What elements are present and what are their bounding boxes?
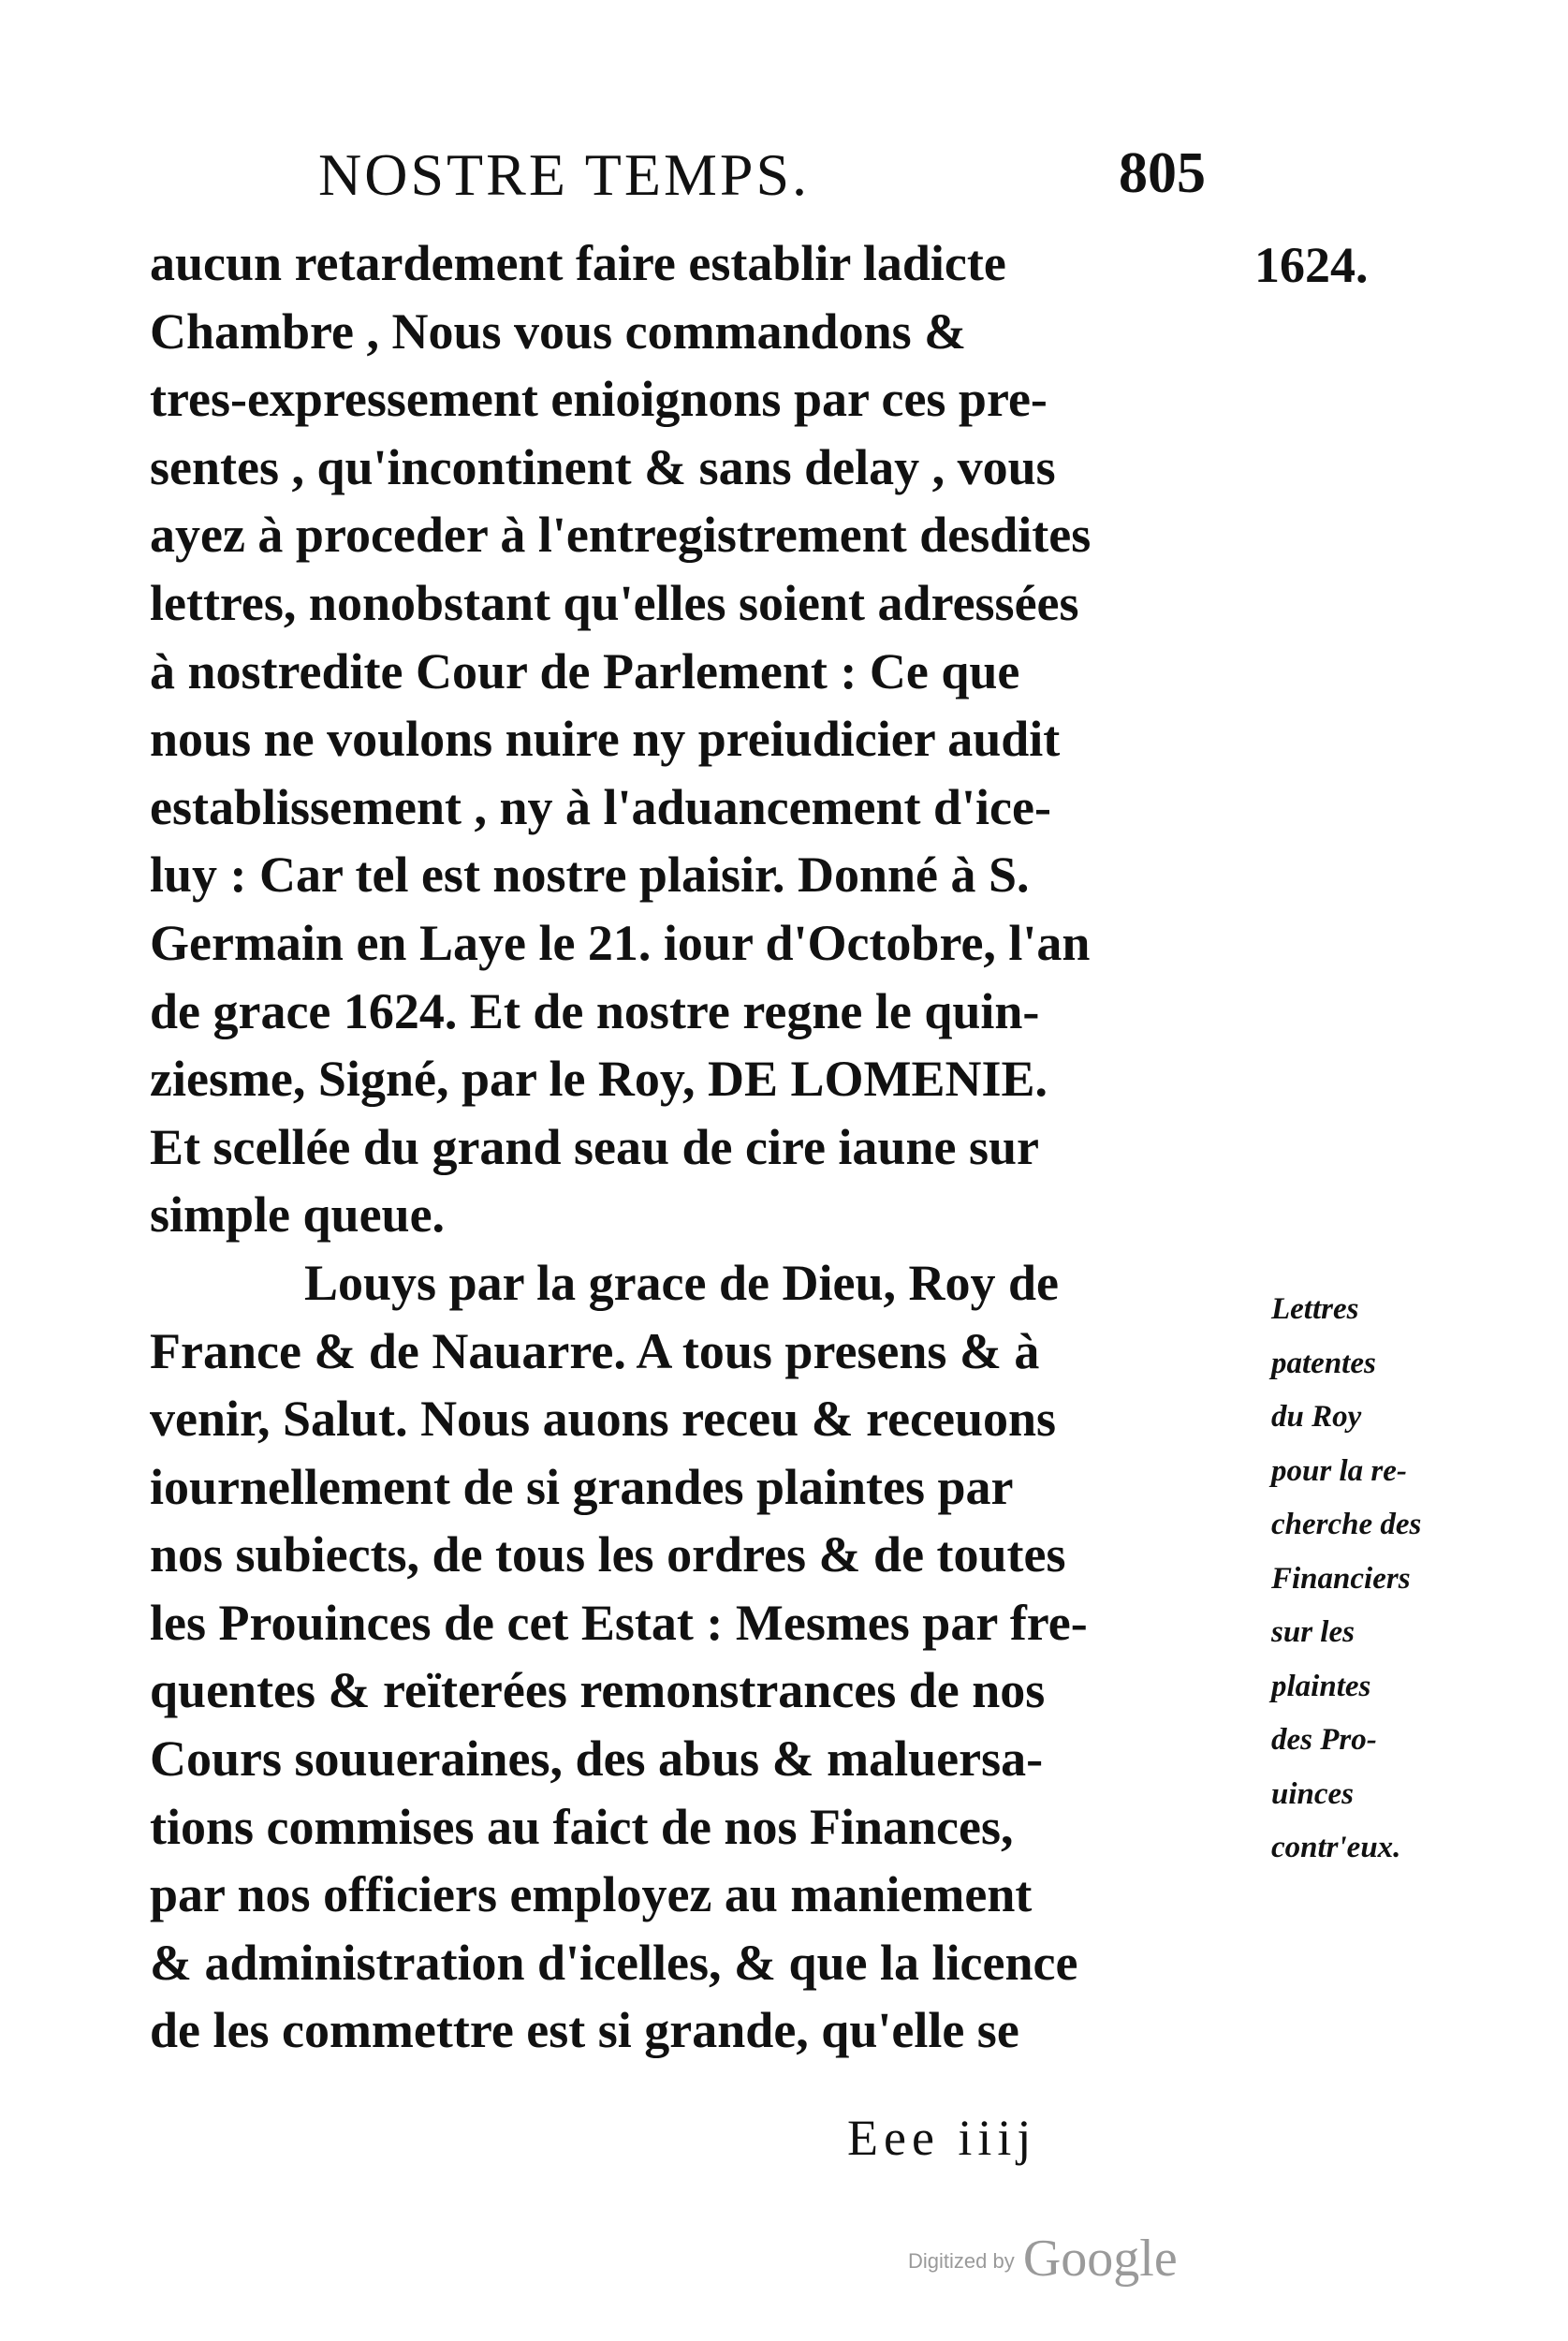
page-number: 805 bbox=[1119, 141, 1206, 205]
text-line: sentes , qu'incontinent & sans delay , vous bbox=[150, 438, 1056, 495]
text-line: simple queue. bbox=[150, 1186, 446, 1244]
sidenote-line: uinces bbox=[1271, 1776, 1355, 1811]
text-line: de grace 1624. Et de nostre regne le quin- bbox=[150, 982, 1040, 1039]
text-line: Chambre , Nous vous commandons & bbox=[150, 302, 967, 360]
text-line: France & de Nauarre. A tous presens & à bbox=[150, 1322, 1040, 1379]
text-line: iournellement de si grandes plaintes par bbox=[150, 1458, 1014, 1515]
body-text bbox=[150, 229, 1273, 2065]
text-line: de les commettre est si grande, qu'elle se bbox=[150, 2002, 1019, 2059]
text-line: Germain en Laye le 21. iour d'Octobre, l'an bbox=[150, 914, 1091, 971]
text-line: luy : Car tel est nostre plaisir. Donné à S. bbox=[150, 847, 1030, 904]
text-line: nos subiects, de tous les ordres & de toutes bbox=[150, 1526, 1066, 1583]
text-line: ziesme, Signé, par le Roy, DE LOMENIE. bbox=[150, 1051, 1048, 1108]
text-line: quentes & reïterées remonstrances de nos bbox=[150, 1662, 1046, 1719]
sidenote-line: du Roy bbox=[1271, 1400, 1362, 1434]
text-line: venir, Salut. Nous auons receu & receuons bbox=[150, 1391, 1057, 1448]
sidenote-line: Lettres bbox=[1271, 1292, 1359, 1326]
sidenote-line: des Pro- bbox=[1271, 1723, 1377, 1757]
text-line: & administration d'icelles, & que la licence bbox=[150, 1934, 1078, 1991]
sidenote-line: pour la re- bbox=[1271, 1453, 1407, 1488]
signature-mark: Eee iiij bbox=[847, 2110, 1037, 2166]
text-line: les Prouinces de cet Estat : Mesmes par fre- bbox=[150, 1594, 1088, 1651]
text-line: aucun retardement faire establir ladicte bbox=[150, 235, 1006, 291]
google-logo: Google bbox=[1022, 2230, 1178, 2288]
sidenote-line: Financiers bbox=[1271, 1561, 1411, 1596]
text-line: establissement , ny à l'aduancement d'ice- bbox=[150, 778, 1051, 835]
text-line: tres-expressement enioignons par ces pre- bbox=[150, 371, 1048, 428]
text-line: Et scellée du grand seau de cire iaune sur bbox=[150, 1118, 1039, 1175]
sidenote-line: sur les bbox=[1271, 1615, 1355, 1649]
text-line: par nos officiers employez au maniement bbox=[150, 1866, 1033, 1923]
sidenote-line: contr'eux. bbox=[1271, 1831, 1401, 1864]
text-line: nous ne voulons nuire ny preiudicier audit bbox=[150, 711, 1061, 768]
paragraph-start-line: Louys par la grace de Dieu, Roy de bbox=[304, 1254, 1059, 1311]
sidenote-line: patentes bbox=[1271, 1346, 1376, 1380]
text-line: Cours souueraines, des abus & maluersa- bbox=[150, 1730, 1044, 1788]
text-line: lettres, nonobstant qu'elles soient adressées bbox=[150, 574, 1079, 631]
sidenote-line: plaintes bbox=[1271, 1669, 1371, 1703]
text-line: à nostredite Cour de Parlement : Ce que bbox=[150, 642, 1020, 699]
running-title: NOSTRE TEMPS. bbox=[318, 141, 811, 208]
text-line: ayez à proceder à l'entregistrement desdites bbox=[150, 507, 1092, 564]
watermark-caption: Digitized by bbox=[908, 2249, 1015, 2273]
digitized-watermark bbox=[908, 2229, 1178, 2289]
margin-sidenote bbox=[1271, 1283, 1496, 1876]
text-line: tions commises au faict de nos Finances, bbox=[150, 1798, 1014, 1855]
sidenote-line: cherche des bbox=[1271, 1508, 1422, 1541]
year-margin-note: 1624. bbox=[1254, 237, 1369, 293]
